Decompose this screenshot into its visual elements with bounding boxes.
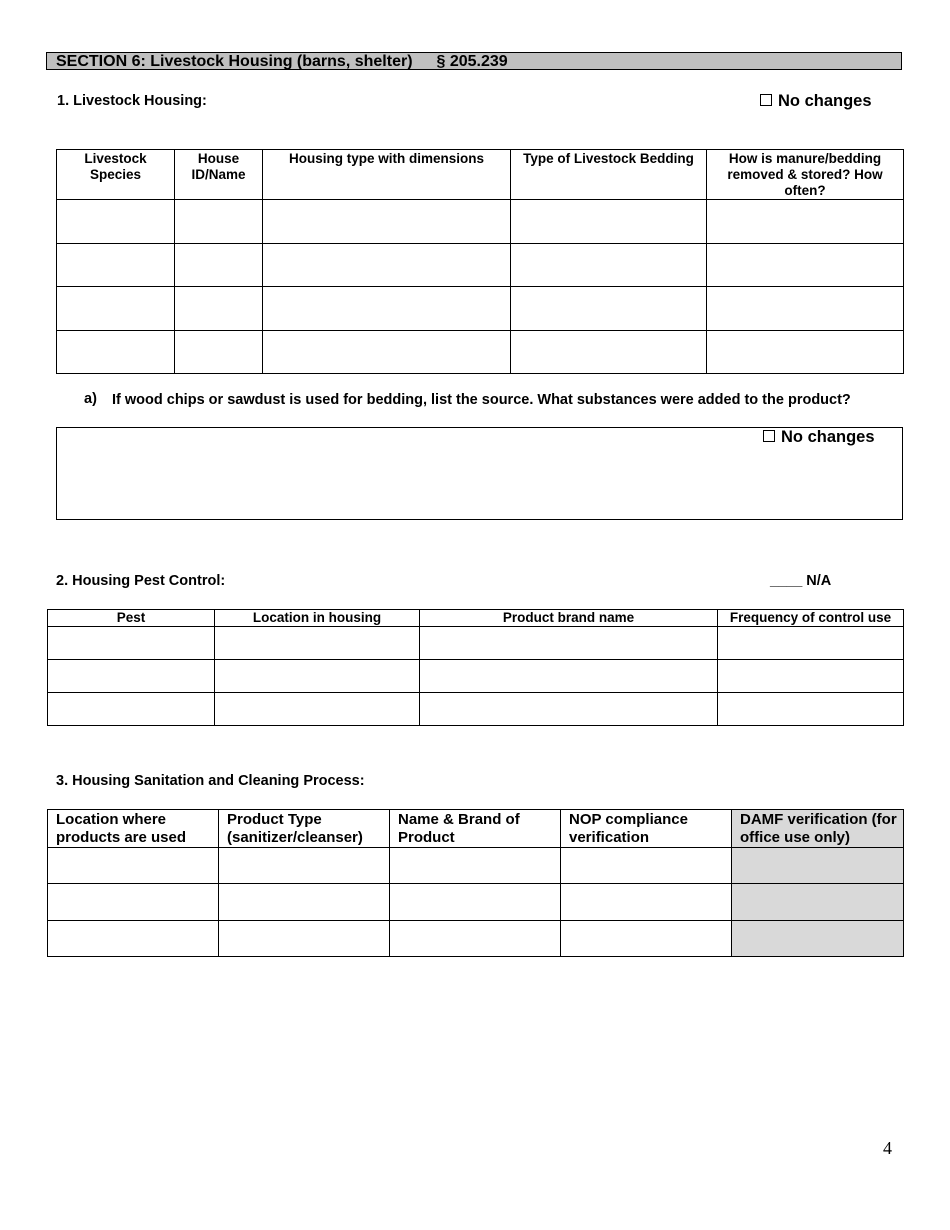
q2-na[interactable]: ____ N/A: [770, 573, 832, 589]
table-cell[interactable]: [420, 693, 718, 726]
table-cell[interactable]: [219, 921, 390, 957]
column-header: Pest: [48, 610, 215, 627]
q1-no-changes[interactable]: [760, 92, 872, 111]
table-cell[interactable]: [215, 660, 420, 693]
table-cell[interactable]: [561, 921, 732, 957]
table-row: [48, 884, 904, 921]
table-cell[interactable]: [175, 200, 263, 244]
table-header-row: [48, 810, 904, 848]
table-cell[interactable]: [561, 884, 732, 921]
page-number: 4: [883, 1138, 892, 1158]
table-cell[interactable]: [511, 287, 707, 331]
table-cell[interactable]: [718, 660, 904, 693]
q1a-question: If wood chips or sawdust is used for bedding, list the source. What substances were added to the product?: [112, 392, 851, 408]
section-title: SECTION 6: Livestock Housing (barns, shelter): [56, 53, 413, 70]
column-header: Location where products are used: [48, 810, 219, 848]
table-cell[interactable]: [511, 244, 707, 287]
table-cell[interactable]: [390, 848, 561, 884]
column-header: DAMF verification (for office use only): [732, 810, 904, 848]
table-cell[interactable]: [263, 244, 511, 287]
table-header-row: [48, 610, 904, 627]
table-cell[interactable]: [511, 331, 707, 374]
table-cell[interactable]: [511, 200, 707, 244]
table-row: [57, 331, 904, 374]
checkbox-icon[interactable]: [760, 94, 772, 106]
column-header: Product brand name: [420, 610, 718, 627]
table-cell[interactable]: [48, 921, 219, 957]
table-row: [48, 848, 904, 884]
checkbox-icon[interactable]: [763, 430, 775, 442]
q2-label: 2. Housing Pest Control:: [56, 573, 226, 589]
table-cell[interactable]: [390, 884, 561, 921]
table-cell[interactable]: [263, 287, 511, 331]
column-header: NOP compliance verification: [561, 810, 732, 848]
column-header: Name & Brand of Product: [390, 810, 561, 848]
column-header: Location in housing: [215, 610, 420, 627]
table-row: [57, 200, 904, 244]
table-cell[interactable]: [263, 331, 511, 374]
table-cell[interactable]: [718, 627, 904, 660]
table-cell-office-use: [732, 884, 904, 921]
column-header: Housing type with dimensions: [263, 150, 511, 200]
table-row: [48, 660, 904, 693]
pest-control-table: [47, 609, 904, 726]
column-header: Type of Livestock Bedding: [511, 150, 707, 200]
table-cell[interactable]: [561, 848, 732, 884]
column-header: Frequency of control use: [718, 610, 904, 627]
q1a-no-changes-label: No changes: [781, 428, 875, 446]
table-cell[interactable]: [219, 884, 390, 921]
livestock-housing-table: [56, 149, 904, 374]
table-cell[interactable]: [707, 200, 904, 244]
table-cell[interactable]: [263, 200, 511, 244]
q1a-no-changes[interactable]: [763, 428, 875, 447]
table-cell[interactable]: [57, 200, 175, 244]
table-cell[interactable]: [175, 331, 263, 374]
table-cell[interactable]: [48, 693, 215, 726]
table-row: [57, 287, 904, 331]
q1-no-changes-label: No changes: [778, 92, 872, 110]
table-cell[interactable]: [48, 660, 215, 693]
column-header: How is manure/bedding removed & stored? How often?: [707, 150, 904, 200]
q3-label: 3. Housing Sanitation and Cleaning Process:: [56, 773, 365, 789]
table-cell[interactable]: [215, 627, 420, 660]
table-cell[interactable]: [175, 287, 263, 331]
table-cell[interactable]: [707, 244, 904, 287]
column-header: House ID/Name: [175, 150, 263, 200]
table-cell[interactable]: [48, 627, 215, 660]
table-cell[interactable]: [57, 244, 175, 287]
section-header: [46, 52, 902, 70]
table-cell[interactable]: [57, 287, 175, 331]
table-cell[interactable]: [707, 331, 904, 374]
q1a-marker: a): [84, 391, 97, 407]
table-header-row: [57, 150, 904, 200]
column-header: Product Type (sanitizer/cleanser): [219, 810, 390, 848]
table-cell[interactable]: [175, 244, 263, 287]
q1-label: 1. Livestock Housing:: [57, 93, 207, 109]
table-cell[interactable]: [219, 848, 390, 884]
table-row: [48, 627, 904, 660]
table-cell[interactable]: [707, 287, 904, 331]
table-cell[interactable]: [718, 693, 904, 726]
table-cell[interactable]: [48, 848, 219, 884]
column-header: Livestock Species: [57, 150, 175, 200]
section-reference: § 205.239: [436, 53, 508, 70]
table-cell[interactable]: [420, 627, 718, 660]
table-cell-office-use: [732, 921, 904, 957]
table-cell[interactable]: [57, 331, 175, 374]
table-row: [48, 693, 904, 726]
table-cell[interactable]: [215, 693, 420, 726]
sanitation-table: [47, 809, 904, 957]
table-row: [57, 244, 904, 287]
table-row: [48, 921, 904, 957]
table-cell-office-use: [732, 848, 904, 884]
table-cell[interactable]: [390, 921, 561, 957]
table-cell[interactable]: [420, 660, 718, 693]
table-cell[interactable]: [48, 884, 219, 921]
